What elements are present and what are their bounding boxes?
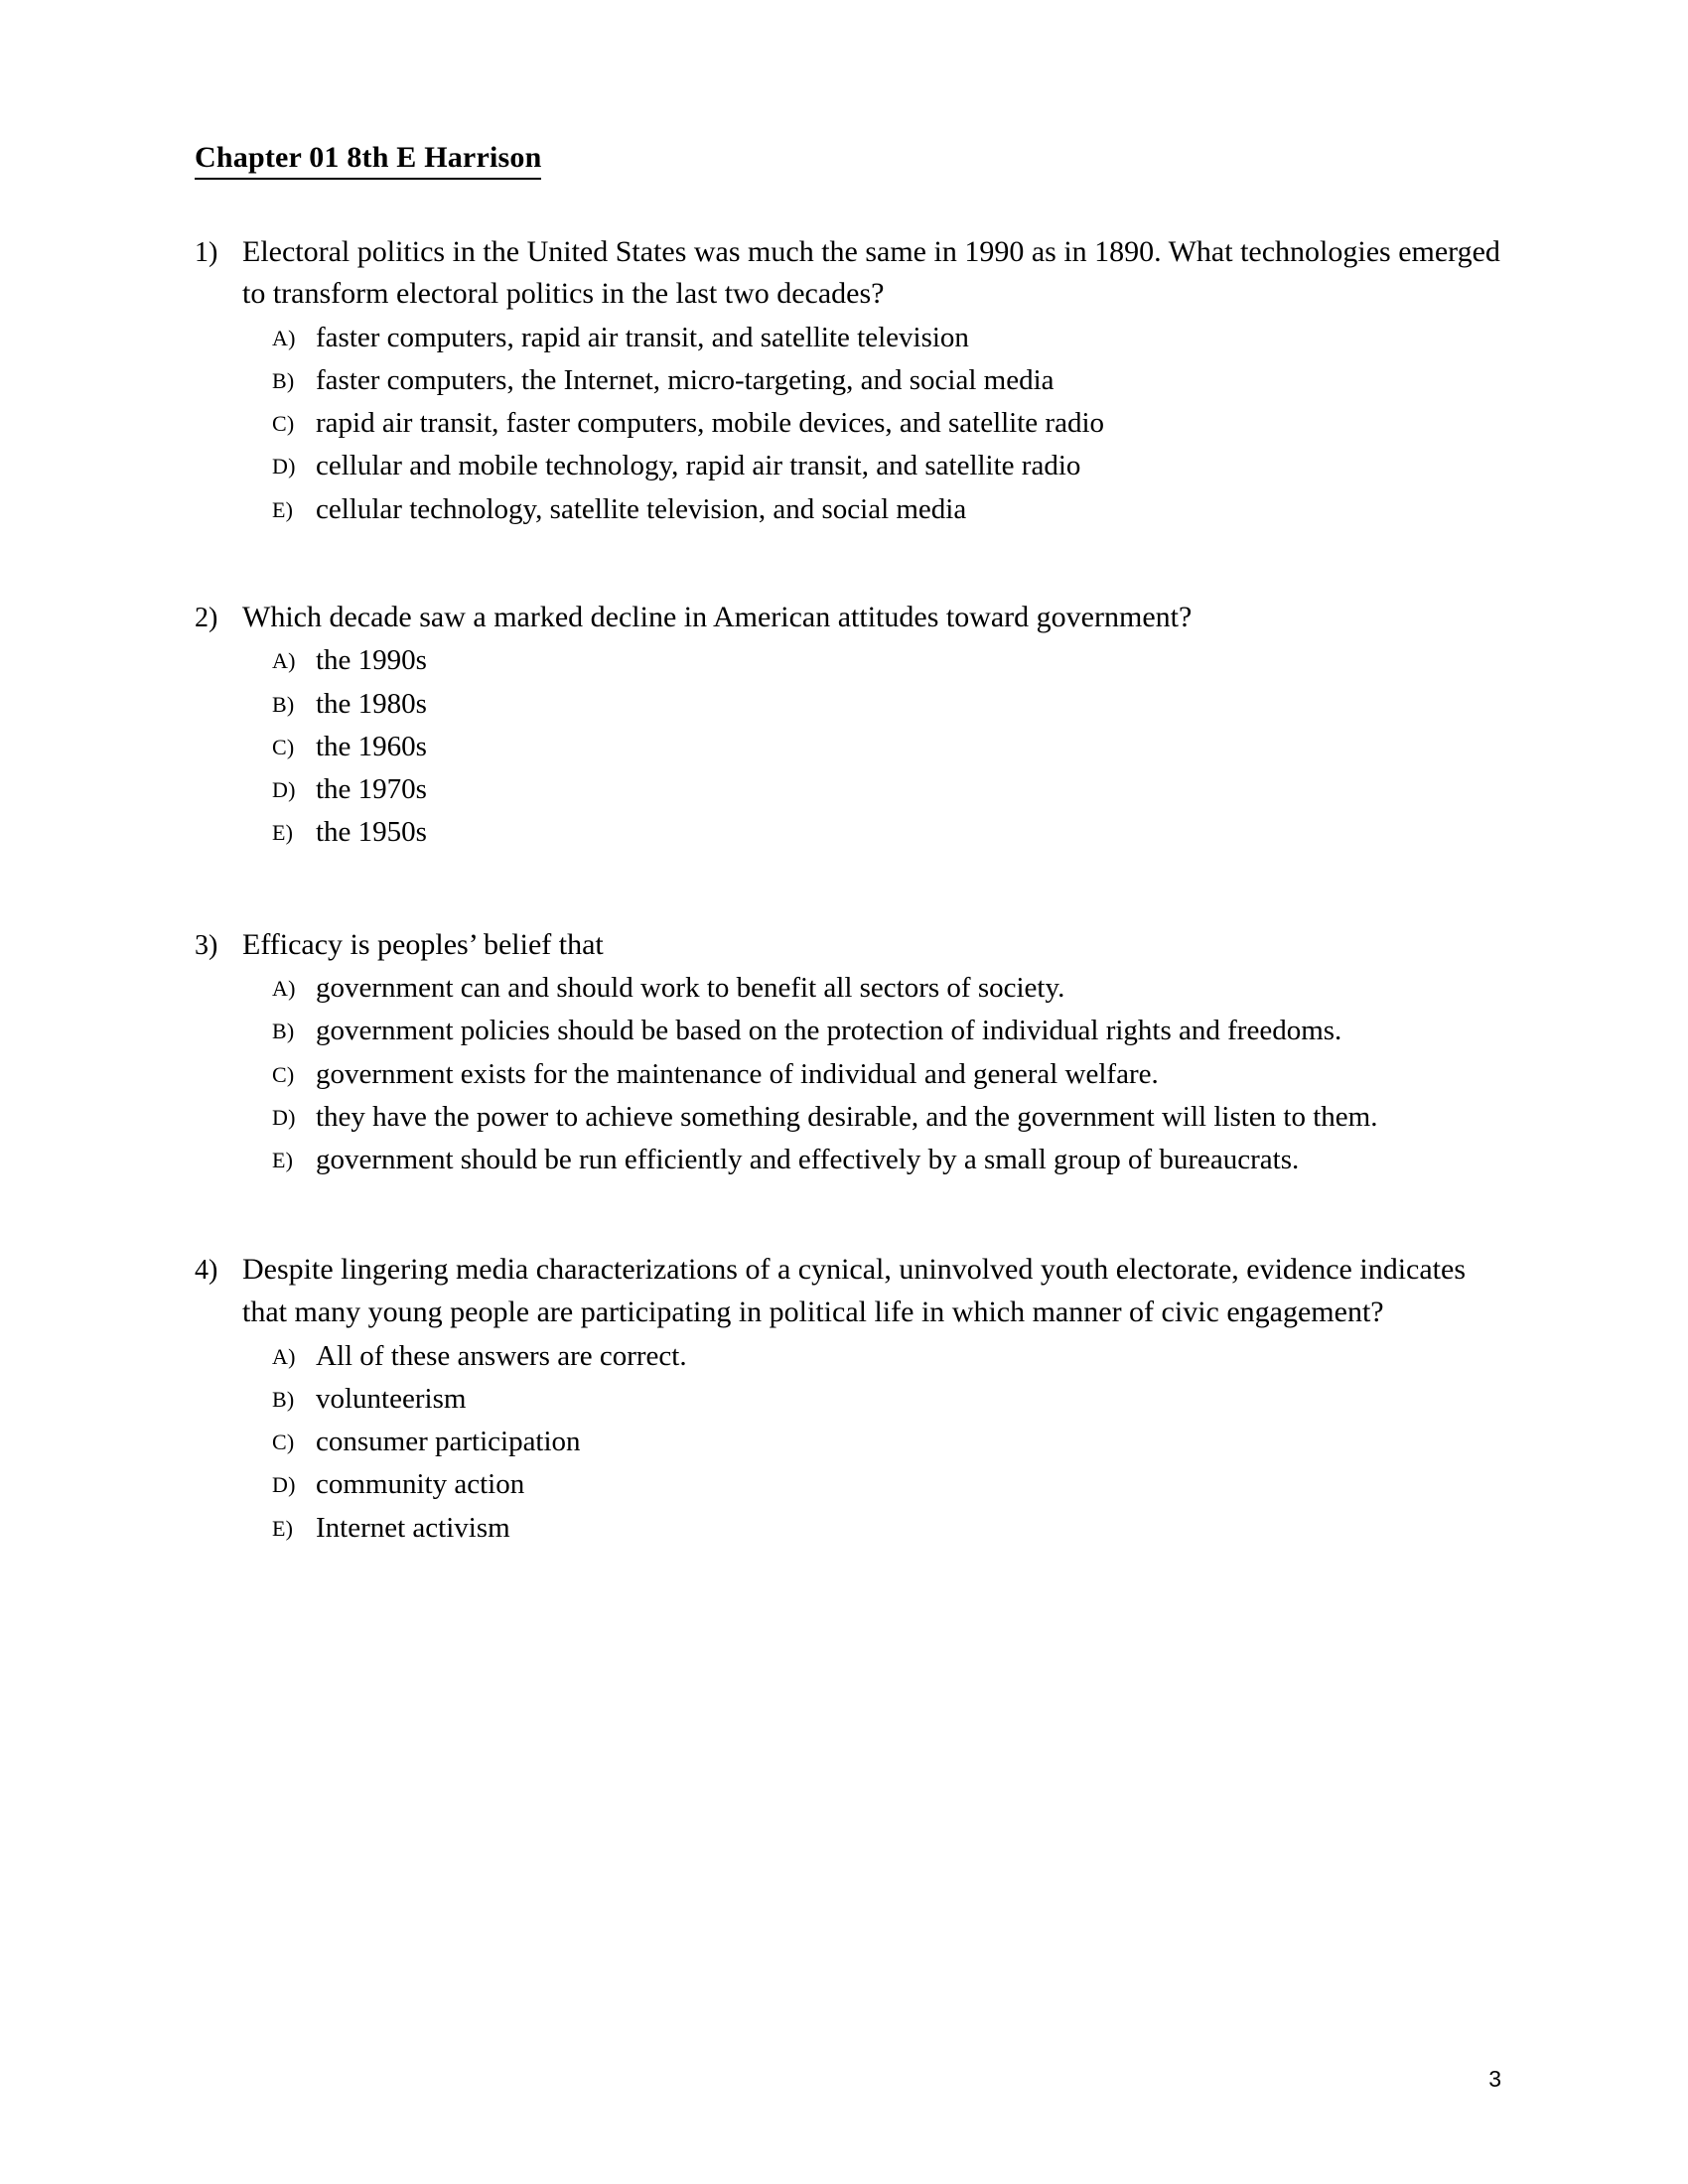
option-letter: B): [272, 691, 295, 717]
question-text: Electoral politics in the United States was much the same in 1990 as in 1890. What technologies emerged to transform electoral politics in the last two decades?: [242, 234, 1500, 311]
option-letter: D): [272, 777, 296, 803]
page-title: Chapter 01 8th E Harrison: [195, 139, 541, 180]
question-number: 4): [195, 1255, 218, 1287]
option-text: cellular technology, satellite television, and social media: [316, 492, 967, 525]
question-number: 2): [195, 602, 218, 633]
option-text: community action: [316, 1468, 525, 1501]
option-letter: E): [272, 1515, 294, 1541]
option-letter: D): [272, 1472, 296, 1498]
option-letter: A): [272, 1343, 296, 1369]
option-text: the 1960s: [316, 730, 427, 762]
option-letter: E): [272, 496, 294, 522]
option-letter: A): [272, 976, 296, 1002]
option-text: government policies should be based on the protection of individual rights and freedoms.: [316, 1015, 1342, 1047]
option-text: faster computers, the Internet, micro-targeting, and social media: [316, 363, 1055, 396]
option-item[interactable]: [272, 1422, 1515, 1463]
option-text: cellular and mobile technology, rapid air transit, and satellite radio: [316, 450, 1081, 482]
option-list: [195, 1336, 1515, 1550]
option-letter: B): [272, 367, 295, 393]
question-number: 1): [195, 236, 218, 268]
option-letter: E): [272, 820, 294, 846]
option-item[interactable]: [272, 360, 1515, 402]
option-letter: D): [272, 454, 296, 479]
option-item[interactable]: [272, 1508, 1515, 1550]
option-list: [195, 318, 1515, 531]
option-letter: C): [272, 411, 295, 437]
option-letter: B): [272, 1386, 295, 1412]
option-text: government should be run efficiently and effectively by a small group of bureaucrats.: [316, 1144, 1300, 1176]
option-letter: A): [272, 648, 296, 674]
option-item[interactable]: [272, 1054, 1515, 1096]
question-block: [195, 924, 1515, 1182]
option-text: the 1950s: [316, 816, 427, 849]
question-text: Which decade saw a marked decline in American attitudes toward government?: [242, 600, 1193, 633]
option-text: government exists for the maintenance of individual and general welfare.: [316, 1057, 1159, 1090]
option-text: the 1980s: [316, 687, 427, 720]
question-row: [195, 597, 1515, 639]
option-text: consumer participation: [316, 1426, 581, 1458]
option-text: volunteerism: [316, 1382, 467, 1415]
document-title-wrap: [195, 139, 1515, 180]
option-letter: E): [272, 1148, 294, 1173]
option-item[interactable]: [272, 318, 1515, 359]
option-text: Internet activism: [316, 1511, 510, 1544]
option-item[interactable]: [272, 727, 1515, 768]
option-text: rapid air transit, faster computers, mobile devices, and satellite radio: [316, 407, 1105, 440]
option-letter: D): [272, 1104, 296, 1130]
option-item[interactable]: [272, 640, 1515, 682]
option-text: they have the power to achieve something desirable, and the government will listen to them.: [316, 1100, 1378, 1133]
option-letter: C): [272, 1061, 295, 1087]
question-row: [195, 1249, 1515, 1333]
option-item[interactable]: [272, 1464, 1515, 1506]
question-text: Despite lingering media characterizations of a cynical, uninvolved youth electorate, evidence indicates that many young people are participating in political life in which manner of civic engagement?: [242, 1253, 1466, 1328]
option-item[interactable]: [272, 489, 1515, 531]
option-item[interactable]: [272, 1140, 1515, 1181]
option-letter: A): [272, 325, 296, 350]
option-item[interactable]: [272, 812, 1515, 854]
document-content: [195, 139, 1515, 1551]
question-number: 3): [195, 929, 218, 961]
option-item[interactable]: [272, 769, 1515, 811]
question-block: [195, 597, 1515, 855]
option-letter: C): [272, 734, 295, 759]
option-letter: C): [272, 1430, 295, 1455]
option-item[interactable]: [272, 1336, 1515, 1378]
question-block: [195, 1249, 1515, 1549]
option-item[interactable]: [272, 1011, 1515, 1052]
option-text: the 1970s: [316, 773, 427, 806]
option-item[interactable]: [272, 1379, 1515, 1421]
option-text: faster computers, rapid air transit, and satellite television: [316, 321, 969, 353]
option-list: [195, 640, 1515, 854]
option-text: the 1990s: [316, 644, 427, 677]
option-letter: B): [272, 1019, 295, 1044]
option-item[interactable]: [272, 1097, 1515, 1139]
option-item[interactable]: [272, 684, 1515, 726]
question-block: [195, 231, 1515, 531]
option-item[interactable]: [272, 968, 1515, 1010]
option-list: [195, 968, 1515, 1181]
question-row: [195, 924, 1515, 967]
option-item[interactable]: [272, 403, 1515, 445]
page-number: 3: [1488, 2066, 1501, 2092]
option-item[interactable]: [272, 446, 1515, 487]
question-text: Efficacy is peoples’ belief that: [242, 927, 604, 961]
option-text: All of these answers are correct.: [316, 1339, 687, 1372]
option-text: government can and should work to benefit all sectors of society.: [316, 972, 1065, 1005]
question-row: [195, 231, 1515, 316]
